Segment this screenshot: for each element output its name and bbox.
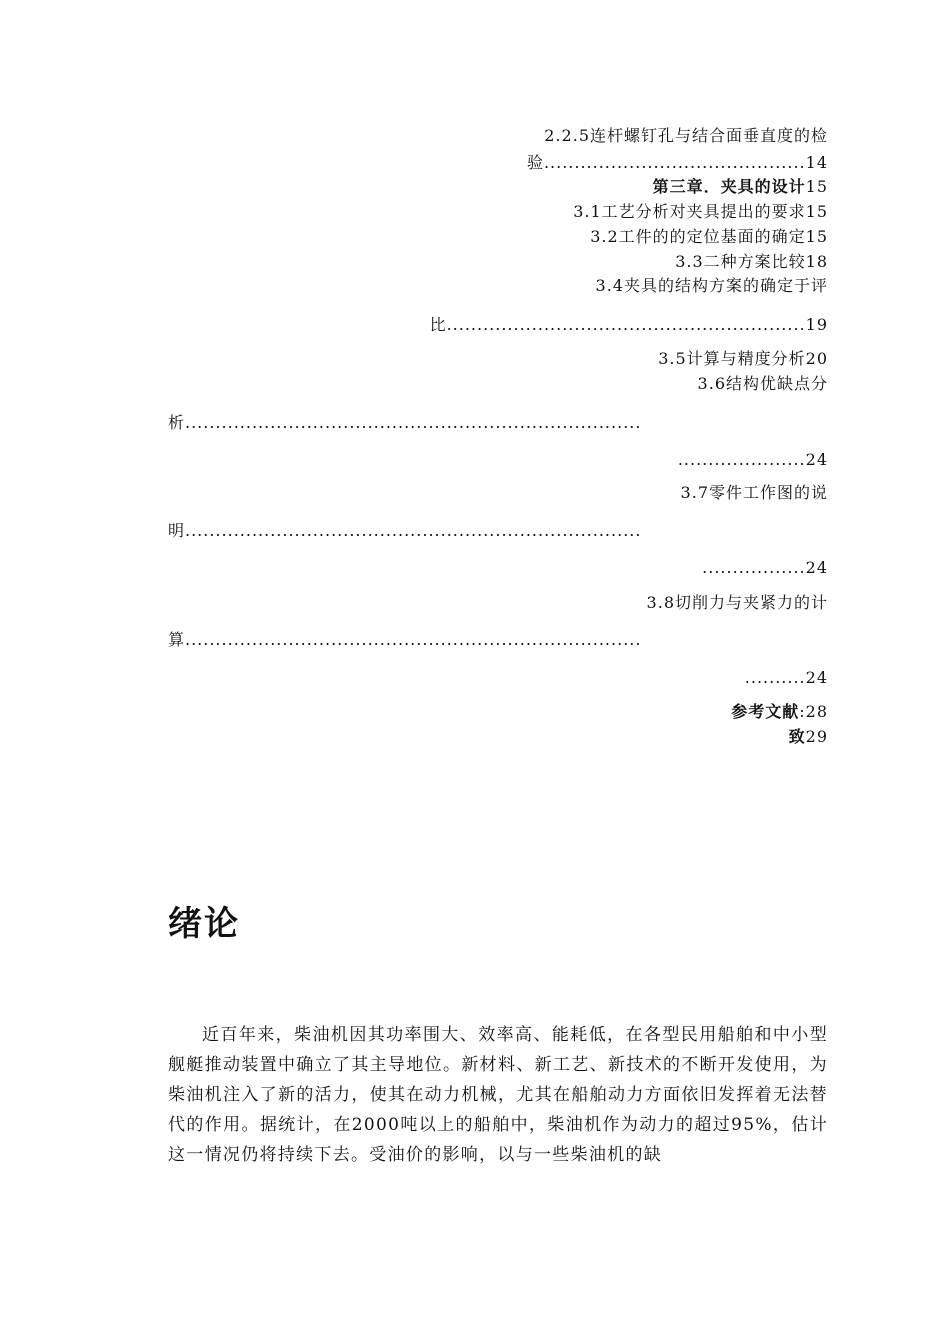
toc-entry-3-2[interactable]: 3.2工件的的定位基面的确定15: [590, 227, 828, 246]
toc-entry-references[interactable]: [731, 702, 828, 722]
toc-entry-3-7-line1[interactable]: 3.7零件工作图的说: [680, 483, 828, 502]
toc-chapter3-page: 15: [805, 177, 828, 196]
toc-entry-3-4-line2[interactable]: 比...........................................................19: [429, 315, 828, 334]
toc-entry-3-8-line3[interactable]: ..........24: [744, 668, 828, 687]
toc-entry-3-8-line2[interactable]: 算...........................................................................: [168, 630, 642, 649]
toc-acknowledgements-title: 致: [788, 727, 806, 746]
toc-entry-3-6-line3[interactable]: .....................24: [677, 450, 828, 469]
toc-entry-3-1[interactable]: 3.1工艺分析对夹具提出的要求15: [573, 202, 828, 221]
toc-entry-3-8-line1[interactable]: 3.8切削力与夹紧力的计: [646, 593, 828, 612]
toc-entry-2-2-5-line2[interactable]: 验...........................................14: [526, 153, 828, 172]
intro-body: [168, 1020, 828, 1170]
toc-references-page: :28: [799, 702, 828, 721]
toc-entry-chapter3[interactable]: [653, 177, 828, 197]
toc-chapter3-title: 第三章．夹具的设计: [652, 177, 806, 196]
toc-entry-3-3[interactable]: 3.3二种方案比较18: [675, 252, 828, 271]
toc-entry-3-7-line2[interactable]: 明...........................................................................: [168, 521, 642, 540]
toc-entry-2-2-5-line1[interactable]: 2.2.5连杆螺钉孔与结合面垂直度的检: [544, 126, 828, 145]
intro-paragraph: 近百年来，柴油机因其功率围大、效率高、能耗低，在各型民用船舶和中小型舰艇推动装置中确立了其主导地位。新材料、新工艺、新技术的不断开发使用，为柴油机注入了新的活力，使其在动力机械，尤其在船舶动力方面依旧发挥着无法替代的作用。据统计，在2000吨以上的船舶中，柴油机作为动力的超过95%，估计这一情况仍将持续下去。受油价的影响，以与一些柴油机的缺: [168, 1025, 828, 1165]
toc-entry-3-6-line2[interactable]: 析...........................................................................: [168, 413, 642, 432]
toc-acknowledgements-page: 29: [805, 727, 828, 746]
toc-entry-3-4-line1[interactable]: 3.4夹具的结构方案的确定于评: [595, 276, 828, 295]
toc-entry-acknowledgements[interactable]: [789, 727, 828, 747]
toc-entry-3-7-line3[interactable]: .................24: [702, 558, 828, 577]
toc-entry-3-6-line1[interactable]: 3.6结构优缺点分: [697, 374, 828, 393]
intro-heading: 绪论: [168, 904, 240, 944]
toc-entry-3-5[interactable]: 3.5计算与精度分析20: [658, 349, 828, 368]
toc-references-title: 参考文献: [731, 702, 800, 721]
